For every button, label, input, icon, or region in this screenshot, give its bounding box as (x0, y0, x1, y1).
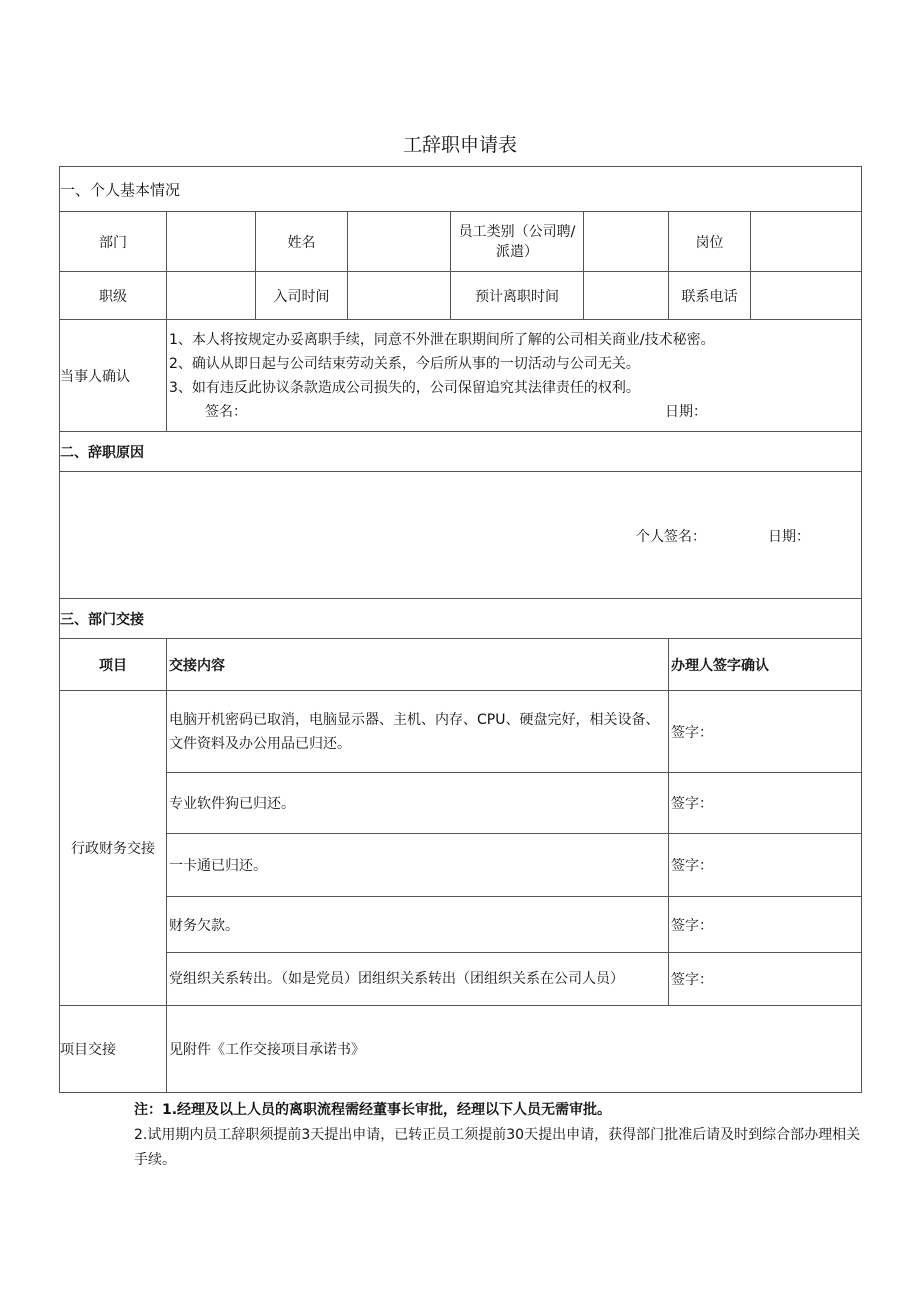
page-title: 工辞职申请表 (402, 134, 517, 156)
field-join-date[interactable] (348, 272, 451, 320)
field-employee-type[interactable] (584, 212, 669, 272)
label-party-confirm: 当事人确认 (60, 320, 167, 432)
signature-field[interactable]: 签字： (669, 953, 862, 1006)
section-heading-reason: 二、辞职原因 (60, 432, 862, 472)
confirm-item: 3、如有违反此协议条款造成公司损失的，公司保留追究其法律责任的权利。 (169, 379, 640, 396)
project-handover-content: 见附件《工作交接项目承诺书》 (167, 1006, 862, 1093)
label-name: 姓名 (256, 212, 348, 272)
field-expected-leave-date[interactable] (584, 272, 669, 320)
field-department[interactable] (167, 212, 256, 272)
header-item: 项目 (60, 639, 167, 691)
label-department: 部门 (60, 212, 167, 272)
signature-field[interactable]: 签字： (669, 834, 862, 897)
section-heading-handover: 三、部门交接 (60, 599, 862, 639)
note-1: 注：1.经理及以上人员的离职流程需经董事长审批，经理以下人员无需审批。 (134, 1102, 612, 1118)
sign-label: 签名： (205, 403, 247, 420)
label-employee-type: 员工类别（公司聘/派遣） (451, 212, 584, 272)
label-phone: 联系电话 (669, 272, 751, 320)
notes (134, 1098, 864, 1173)
field-name[interactable] (348, 212, 451, 272)
field-rank[interactable] (167, 272, 256, 320)
handover-item: 财务欠款。 (167, 897, 669, 953)
label-rank: 职级 (60, 272, 167, 320)
label-join-date: 入司时间 (256, 272, 348, 320)
header-signer: 办理人签字确认 (669, 639, 862, 691)
label-position: 岗位 (669, 212, 751, 272)
label-project-handover: 项目交接 (60, 1006, 167, 1093)
handover-item: 一卡通已归还。 (167, 834, 669, 897)
handover-item: 党组织关系转出。（如是党员）团组织关系转出（团组织关系在公司人员） (167, 953, 669, 1006)
section-heading-basic-info: 一、个人基本情况 (60, 167, 862, 212)
personal-sign-label: 个人签名： (636, 529, 706, 545)
confirm-item: 2、确认从即日起与公司结束劳动关系，今后所从事的一切活动与公司无关。 (169, 355, 640, 372)
field-position[interactable] (751, 212, 862, 272)
label-expected-leave-date: 预计离职时间 (451, 272, 584, 320)
confirm-content (167, 320, 862, 432)
label-admin-finance: 行政财务交接 (60, 691, 167, 1006)
handover-item: 专业软件狗已归还。 (167, 773, 669, 834)
note-2: 2.试用期内员工辞职须提前3天提出申请，已转正员工须提前30天提出申请，获得部门批准后请及时到综合部办理相关手续。 (134, 1127, 861, 1168)
date-label: 日期： (665, 403, 707, 420)
signature-field[interactable]: 签字： (669, 691, 862, 773)
signature-field[interactable]: 签字： (669, 897, 862, 953)
resignation-form-table (59, 166, 862, 1093)
header-content: 交接内容 (167, 639, 669, 691)
reason-date-label: 日期： (768, 529, 810, 545)
reason-field[interactable] (60, 472, 862, 599)
handover-item: 电脑开机密码已取消，电脑显示器、主机、内存、CPU、硬盘完好，相关设备、文件资料及办公用品已归还。 (167, 691, 669, 773)
field-phone[interactable] (751, 272, 862, 320)
confirm-item: 1、本人将按规定办妥离职手续，同意不外泄在职期间所了解的公司相关商业/技术秘密。 (169, 331, 715, 348)
signature-field[interactable]: 签字： (669, 773, 862, 834)
